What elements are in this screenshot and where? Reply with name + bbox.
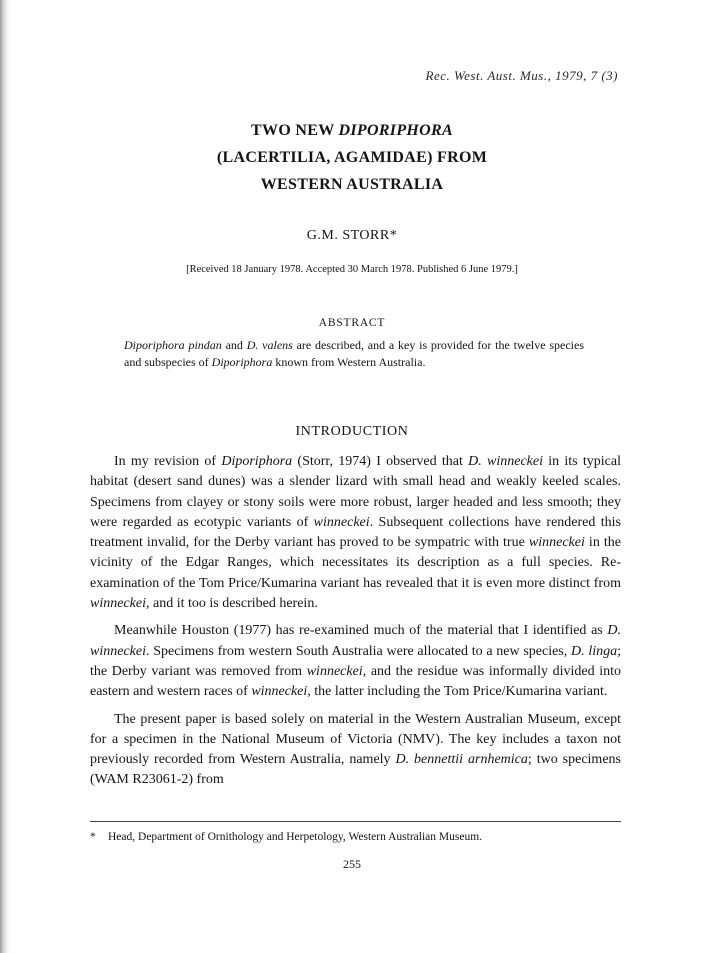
text-run: ; two specimens (WAM R23061-2) from xyxy=(90,752,621,788)
footnote-divider xyxy=(90,821,621,822)
footnote-marker: * xyxy=(90,831,96,843)
abstract-taxon: D. valens xyxy=(246,338,293,352)
text-run: In my revision of xyxy=(114,454,222,469)
taxon-name: D. winneckei xyxy=(90,623,621,659)
abstract-taxon: Diporiphora xyxy=(211,354,273,369)
introduction-body xyxy=(90,452,621,798)
taxon-name: winneckei xyxy=(251,684,308,700)
title-line-2: (LACERTILIA, AGAMIDAE) FROM xyxy=(216,149,488,166)
taxon-name: winneckei xyxy=(306,663,363,679)
abstract-heading: ABSTRACT xyxy=(318,317,386,329)
abstract-text-run: known from Western Australia. xyxy=(272,354,426,369)
text-run: , and it too is described herein. xyxy=(145,596,318,612)
abstract-text-run: and xyxy=(221,338,247,352)
footnote-text: Head, Department of Ornithology and Herpetology, Western Australian Museum. xyxy=(108,831,483,843)
taxon-name: D. bennettii arnhemica xyxy=(395,752,528,768)
paragraph-3 xyxy=(90,710,621,791)
text-run: , the latter including the Tom Price/Kumarina variant. xyxy=(307,684,608,700)
text-run: , and the residue was informally divided into eastern and western races of xyxy=(90,663,621,700)
taxon-name: Diporiphora xyxy=(221,454,293,469)
taxon-name: winneckei xyxy=(90,596,146,612)
introduction-heading: INTRODUCTION xyxy=(295,424,409,439)
text-run: The present paper is based solely on material in the Western Australian Museum, except for a specimen in the National Museum of Victoria (NMV). The key includes a taxon not previously recorded from Western Australia, namely xyxy=(90,711,621,768)
taxon-name: D. winneckei xyxy=(468,454,543,469)
title-genus: DIPORIPHORA xyxy=(338,122,453,139)
taxon-name: winneckei xyxy=(528,535,585,551)
paragraph-2 xyxy=(90,621,621,702)
taxon-name: D. linga xyxy=(570,643,618,659)
text-run: in its typical habitat (desert sand dunes) was a slender lizard with small head and weakly keeled scales. Specimens from clayey or stony soils were more robust, larger headed and less smooth; they were regarded as ecotypic variants of xyxy=(90,454,621,530)
text-run: in the vicinity of the Edgar Ranges, which necessitates its description as a full species. Re-examination of the Tom Price/Kumarina variant has revealed that it is even more distinct from xyxy=(90,535,621,591)
title-line-3: WESTERN AUSTRALIA xyxy=(260,176,444,193)
text-run: Meanwhile Houston (1977) has re-examined much of the material that I identified as xyxy=(114,623,608,639)
text-run: ; the Derby variant was removed from xyxy=(90,643,621,679)
footnote xyxy=(90,831,621,843)
title-line-1-prefix: TWO NEW xyxy=(251,122,339,139)
article-title xyxy=(0,117,704,198)
taxon-name: winneckei xyxy=(313,514,370,530)
abstract-text-run: are described, and a key is provided for the twelve species and subspecies of xyxy=(124,338,584,369)
text-run: (Storr, 1974) I observed that xyxy=(292,454,469,469)
title-line-1 xyxy=(0,117,704,144)
abstract-text xyxy=(124,337,584,370)
paragraph-1 xyxy=(90,452,621,614)
page-number: 255 xyxy=(343,857,361,871)
journal-citation: Rec. West. Aust. Mus., 1979, 7 (3) xyxy=(425,68,618,83)
text-run: . Specimens from western South Australia were allocated to a new species, xyxy=(145,643,571,659)
text-run: . Subsequent collections have rendered this treatment invalid, for the Derby variant has proved to be sympatric with true xyxy=(90,514,622,551)
received-dates: [Received 18 January 1978. Accepted 30 March 1978. Published 6 June 1979.] xyxy=(186,264,518,275)
abstract-taxon: Diporiphora pindan xyxy=(124,338,222,352)
author-name: G.M. STORR* xyxy=(306,228,398,243)
